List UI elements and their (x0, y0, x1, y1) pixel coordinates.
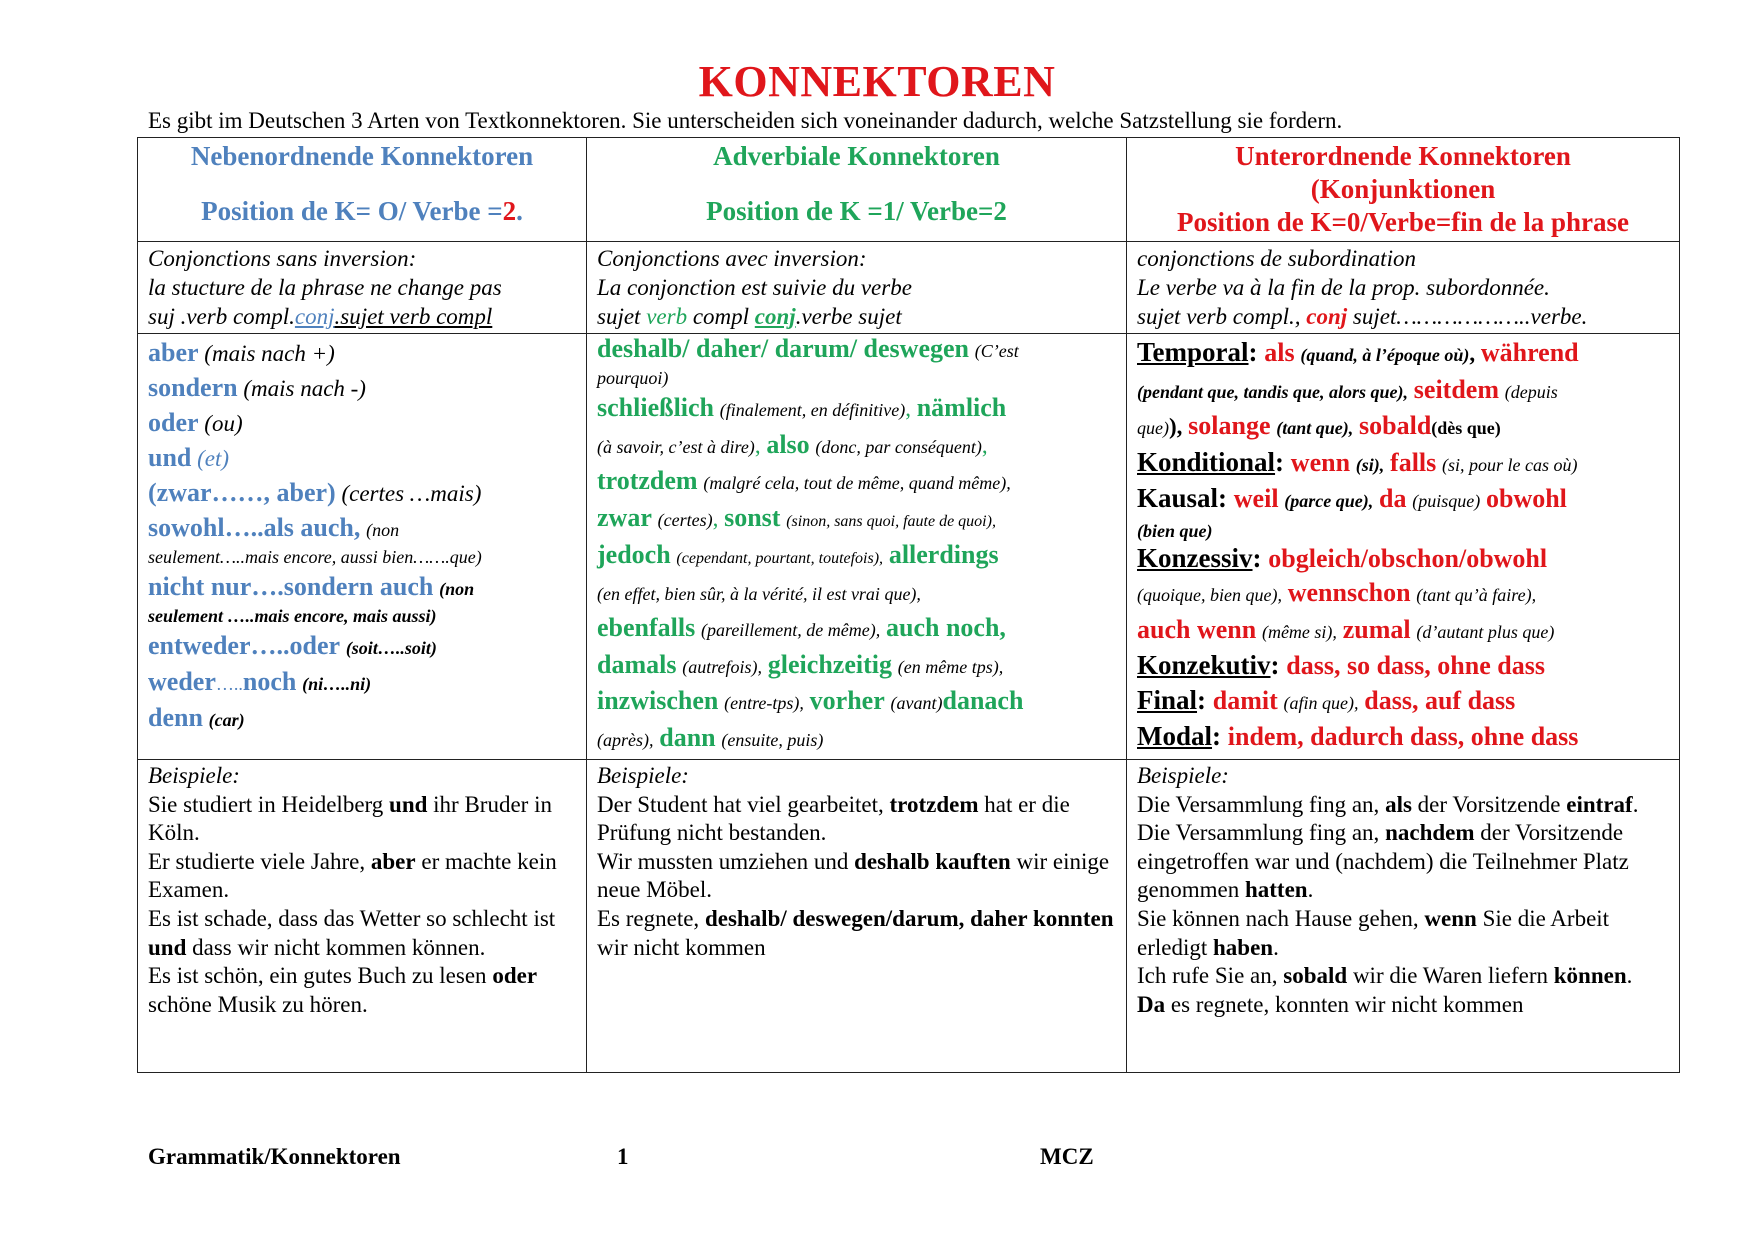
example-list (597, 791, 1116, 963)
konnektor-word: damals (597, 649, 677, 679)
konnektor-word: indem, dadurch dass, ohne dass (1227, 722, 1579, 751)
konnektor-word: vorher (809, 686, 885, 715)
example-text: wir die Waren liefern (1347, 963, 1554, 989)
desc-part: .sujet verb compl (334, 304, 493, 329)
example-sentence (1137, 962, 1669, 991)
translation: (car) (208, 710, 245, 730)
desc-part: .verbe sujet (795, 304, 902, 329)
example-list (1137, 791, 1669, 1020)
example-list (148, 791, 576, 1020)
example-text: dass wir nicht kommen können. (186, 934, 486, 960)
translation: (en effet, bien sûr, à la vérité, il est vrai que), (597, 583, 921, 604)
konnektor-word: weil (1233, 484, 1279, 513)
example-text: der Vorsitzende eingetroffen war und (nachdem) die Teilnehmer Platz genommen (1137, 820, 1629, 903)
example-text: Die Versammlung fing an, (1137, 820, 1386, 846)
desc-conj: conj (294, 304, 335, 329)
page-title: KONNEKTOREN (698, 57, 1056, 106)
translation: (C’est (974, 341, 1019, 361)
desc-unterordnend (1127, 242, 1680, 334)
konnektor-word: da (1379, 484, 1407, 513)
category-label: Final (1137, 684, 1198, 715)
example-text: Sie studiert in Heidelberg (148, 791, 390, 817)
translation: (d’autant plus que) (1416, 621, 1555, 642)
example-sentence (597, 791, 1116, 848)
translation: (depuis (1504, 381, 1558, 402)
heading-text: Adverbiale Konnektoren (713, 141, 1000, 171)
examples-adverbial (587, 760, 1127, 1073)
konnektor-word: ebenfalls (597, 613, 696, 642)
desc-part: sujet (597, 304, 647, 329)
example-sentence (1137, 819, 1669, 905)
example-text: Es ist schön, ein gutes Buch zu lesen (148, 963, 493, 989)
konnektor-word: sonst (724, 502, 781, 532)
example-text: . (1307, 877, 1314, 903)
translation: (finalement, en définitive) (719, 400, 906, 420)
konnektor-word: (zwar……, aber) (148, 478, 336, 507)
header-unterordnend (1127, 138, 1680, 242)
translation: (non (439, 579, 475, 599)
translation: (puisque) (1412, 491, 1481, 511)
translation: que) (1137, 418, 1169, 438)
konnektor-word: schließlich (597, 393, 715, 422)
example-text: ihr Bruder in Köln. (148, 791, 552, 846)
konnektor-word: dass, auf dass (1364, 685, 1516, 715)
example-sentence (597, 848, 1116, 905)
examples-label: Beispiele: (148, 763, 240, 788)
example-text: . (1626, 963, 1633, 989)
konnektor-word: weder (148, 667, 216, 696)
konnektor-word: wenn (1290, 447, 1351, 477)
konnektor-word: auch noch, (886, 613, 1006, 642)
example-text: hat er die Prüfung nicht bestanden. (597, 791, 1070, 846)
example-text: wir einige neue Möbel. (597, 848, 1110, 903)
footer-right: MCZ (1040, 1144, 1094, 1169)
category-label: Konzessiv (1137, 542, 1253, 573)
konnektor-word: deshalb/ daher/ darum/ deswegen (597, 334, 969, 363)
position-text: Position de K= O/ Verbe = (201, 196, 503, 226)
konnektor-word: seitdem (1413, 374, 1499, 404)
konnektor-word: trotzdem (597, 466, 698, 495)
konnektor-word: entweder…..oder (148, 631, 341, 660)
translation: (tant qu’à faire), (1416, 585, 1537, 605)
example-text: der Vorsitzende (1411, 791, 1567, 817)
words-adverbial: deshalb/ daher/ darum/ deswegen (C’est pourquoi) schließlich (finalement, en définitive), nämlich (à savoir, c’est à dire), also (donc, par conséquent), trotzdem (malgré cela, tout de même, quand même), zwar (certes), sonst (sinon, sans quoi, faute de quoi), jedoch (cependant, pourtant, toutefois), allerdings (en effet, bien sûr, à la vérité, il est vrai que), ebenfalls (pareillement, de même), auch noch, damals (autrefois), gleichzeitig (en même tps), inzwischen (entre-tps), vorher (avant)danach (après), dann (ensuite, puis) (587, 334, 1127, 760)
desc-part: sujet………………..verbe. (1347, 304, 1588, 329)
example-keyword: als (1385, 791, 1412, 817)
translation: (tant que), (1276, 418, 1354, 438)
header-nebenordnend (138, 138, 587, 242)
konnektoren-table (137, 137, 1680, 1073)
konnektor-word: sondern (148, 373, 238, 402)
konnektor-word: denn (148, 703, 203, 732)
konnektor-word: falls (1390, 447, 1437, 477)
translation: (cependant, pourtant, toutefois), (676, 550, 884, 567)
desc-part: suj .verb compl. (148, 304, 295, 329)
example-sentence (148, 791, 576, 848)
translation: (bien que) (1137, 520, 1213, 541)
position-text: Position de K=0/Verbe=fin de la phrase (1176, 207, 1630, 237)
konnektor-word: obwohl (1485, 484, 1567, 513)
konnektoren-row (138, 334, 1680, 760)
translation: (en même tps), (897, 656, 1004, 677)
translation: (après), (597, 729, 654, 750)
desc-line: Le verbe va à la fin de la prop. subordonnée. (1137, 275, 1550, 300)
example-keyword: hatten (1244, 877, 1308, 903)
desc-line: La conjonction est suivie du verbe (597, 275, 912, 300)
translation: (quoique, bien que), (1137, 585, 1282, 605)
examples-label: Beispiele: (597, 763, 689, 788)
konnektor-word: als (1264, 338, 1295, 367)
translation: (non (366, 520, 400, 540)
example-sentence (1137, 905, 1669, 962)
example-sentence (148, 848, 576, 905)
desc-conj: conj (754, 304, 796, 329)
example-keyword: deshalb/ deswegen/darum, daher konnten (704, 905, 1114, 931)
example-text: Der Student hat viel gearbeitet, (597, 791, 890, 817)
konnektor-word: gleichzeitig (767, 649, 892, 679)
header-row (138, 138, 1680, 242)
example-keyword: deshalb kauften (854, 848, 1011, 874)
translation: (pareillement, de même), (700, 620, 881, 640)
konnektor-word: obgleich/obschon/obwohl (1268, 543, 1548, 573)
example-text: Es ist schade, dass das Wetter so schlecht ist (148, 905, 556, 931)
translation: (si, pour le cas où) (1442, 454, 1578, 475)
example-text: Sie die Arbeit erledigt (1137, 905, 1610, 960)
konnektor-word: wennschon (1287, 578, 1411, 607)
heading-text: Nebenordnende Konnektoren (190, 141, 534, 171)
translation: (certes …mais) (341, 481, 482, 506)
konnektor-word: inzwischen (597, 686, 719, 715)
konnektor-word: dann (659, 722, 716, 752)
example-text: schöne Musik zu hören. (148, 991, 368, 1017)
desc-part: compl (687, 304, 755, 329)
translation: (afin que), (1283, 692, 1359, 713)
translation: (si), (1355, 454, 1385, 475)
position-text: Position de K =1/ Verbe=2 (706, 196, 1007, 226)
example-text: Ich rufe Sie an, (1137, 963, 1284, 989)
example-keyword: Da (1137, 991, 1166, 1017)
example-keyword: sobald (1283, 963, 1348, 989)
header-adverbial (587, 138, 1127, 242)
footer-page-number: 1 (617, 1144, 629, 1169)
desc-line: la stucture de la phrase ne change pas (148, 275, 502, 300)
konnektor-word: dass, so dass, ohne dass (1286, 651, 1545, 680)
example-text: wir nicht kommen (597, 934, 766, 960)
konnektor-word: solange (1188, 411, 1271, 440)
translation: (donc, par conséquent) (815, 436, 982, 457)
position-dot: . (516, 196, 523, 226)
konnektor-word: allerdings (888, 540, 999, 569)
description-row (138, 242, 1680, 334)
example-keyword: können (1553, 963, 1627, 989)
desc-part: sujet verb compl., (1137, 304, 1307, 329)
example-text: Wir mussten umziehen und (597, 848, 855, 874)
example-text: Er studierte viele Jahre, (148, 848, 371, 874)
words-nebenordnend (138, 334, 587, 760)
examples-row (138, 760, 1680, 1073)
examples-unterordnend (1127, 760, 1680, 1073)
example-sentence (597, 905, 1116, 962)
konnektor-word: während (1480, 338, 1579, 367)
example-sentence (148, 905, 576, 962)
examples-nebenordnend (138, 760, 587, 1073)
translation: (à savoir, c’est à dire) (597, 436, 755, 457)
konnektor-word: danach (942, 686, 1024, 715)
example-keyword: trotzdem (889, 791, 979, 817)
category-label: Modal (1137, 721, 1213, 751)
translation: (et) (197, 446, 230, 471)
desc-line (148, 302, 576, 331)
example-keyword: nachdem (1385, 820, 1475, 846)
konnektor-word: und (148, 443, 192, 472)
translation: (autrefois), (682, 656, 763, 677)
konnektor-word: zwar (597, 502, 652, 532)
translation: (dès que) (1431, 418, 1501, 438)
konnektor-word: sobald (1359, 411, 1432, 440)
example-text: er machte kein Examen. (148, 848, 557, 903)
translation: (sinon, sans quoi, faute de quoi), (786, 512, 996, 530)
example-text: . (1632, 791, 1639, 817)
example-keyword: eintraf (1566, 791, 1633, 817)
konnektor-word: nämlich (916, 393, 1007, 422)
category-label: Kausal (1137, 483, 1219, 513)
example-keyword: und (148, 934, 187, 960)
example-text: Es regnete, (597, 905, 705, 931)
category-label: Konzekutiv (1137, 650, 1271, 680)
desc-line: Conjonctions sans inversion: (148, 246, 417, 271)
example-text: . (1273, 934, 1279, 960)
examples-label: Beispiele: (1137, 763, 1229, 788)
example-sentence (1137, 791, 1669, 820)
desc-nebenordnend (138, 242, 587, 334)
konnektor-word: jedoch (597, 540, 671, 569)
translation: (ensuite, puis) (721, 729, 824, 750)
translation: (même si), (1261, 621, 1337, 642)
example-keyword: oder (492, 963, 538, 989)
example-text: es regnete, konnten wir nicht kommen (1165, 991, 1524, 1017)
example-sentence (148, 962, 576, 1019)
translation: pourquoi) (597, 368, 669, 388)
example-keyword: haben (1213, 934, 1274, 960)
example-keyword: und (389, 791, 428, 817)
footer-left: Grammatik/Konnektoren (148, 1144, 401, 1169)
position-number: 2 (502, 196, 517, 226)
words-unterordnend: Temporal: als (quand, à l’époque où), während (pendant que, tandis que, alors que), seitdem (depuis que)), solange (tant que), sobald(dès que) Konditional: wenn (si), falls (si, pour le cas où) Kausal: weil (parce que), da (puisque) obwohl (bien que) Konzessiv: obgleich/obschon/obwohl (quoique, bien que), wennschon (tant qu’à faire), auch wenn (même si), zumal (d’autant plus que) Konzekutiv: dass, so dass, ohne dass Final: damit (afin que), dass, auf dass Modal: indem, dadurch dass, ohne dass (1127, 334, 1680, 760)
translation: (malgré cela, tout de même, quand même), (703, 473, 1011, 493)
desc-line: conjonctions de subordination (1137, 246, 1416, 271)
heading-text: Unterordnende Konnektoren (1235, 141, 1571, 171)
example-text: Sie können nach Hause gehen, (1137, 905, 1425, 931)
konnektor-word: also (766, 429, 810, 459)
desc-conj: conj (1306, 304, 1348, 329)
translation: (soit…..soit) (345, 638, 437, 658)
heading-subtext: (Konjunktionen (1310, 174, 1496, 204)
translation: (certes) (657, 509, 713, 530)
category-label: Konditional (1137, 446, 1276, 477)
konnektor-word: noch (242, 667, 297, 696)
desc-line: Conjonctions avec inversion: (597, 246, 867, 271)
translation: (quand, à l’époque où) (1300, 345, 1470, 365)
translation: seulement…..mais encore, aussi bien…….que) (148, 547, 482, 567)
konnektor-word: zumal (1342, 614, 1411, 644)
intro-text: Es gibt im Deutschen 3 Arten von Textkonnektoren. Sie unterscheiden sich voneinander dadurch, welche Satzstellung sie fordern. (148, 108, 1343, 133)
desc-line (1137, 302, 1669, 331)
translation: (mais nach -) (243, 376, 366, 401)
example-text: Die Versammlung fing an, (1137, 791, 1386, 817)
example-keyword: wenn (1424, 905, 1477, 931)
desc-line (597, 302, 1116, 331)
desc-verb: verb (646, 304, 688, 329)
translation: (parce que), (1284, 491, 1374, 511)
example-sentence (1137, 991, 1669, 1020)
translation: seulement …..mais encore, mais aussi) (148, 606, 437, 626)
example-keyword: aber (370, 848, 416, 874)
translation: (entre-tps), (724, 693, 804, 713)
konnektor-word: aber (148, 338, 199, 367)
translation: (ou) (204, 411, 243, 436)
konnektor-word: oder (148, 408, 199, 437)
konnektor-word: nicht nur….sondern auch (148, 572, 434, 601)
translation: (avant) (890, 693, 943, 713)
translation: (mais nach +) (204, 341, 335, 366)
desc-adverbial (587, 242, 1127, 334)
konnektor-word: damit (1212, 685, 1278, 715)
konnektor-word: auch wenn (1137, 614, 1257, 644)
translation: (ni…..ni) (302, 674, 372, 694)
konnektor-dots: ….. (215, 674, 243, 694)
category-label: Temporal (1137, 337, 1249, 367)
konnektor-word: sowohl…..als auch, (148, 513, 361, 542)
translation: (pendant que, tandis que, alors que), (1137, 381, 1409, 402)
